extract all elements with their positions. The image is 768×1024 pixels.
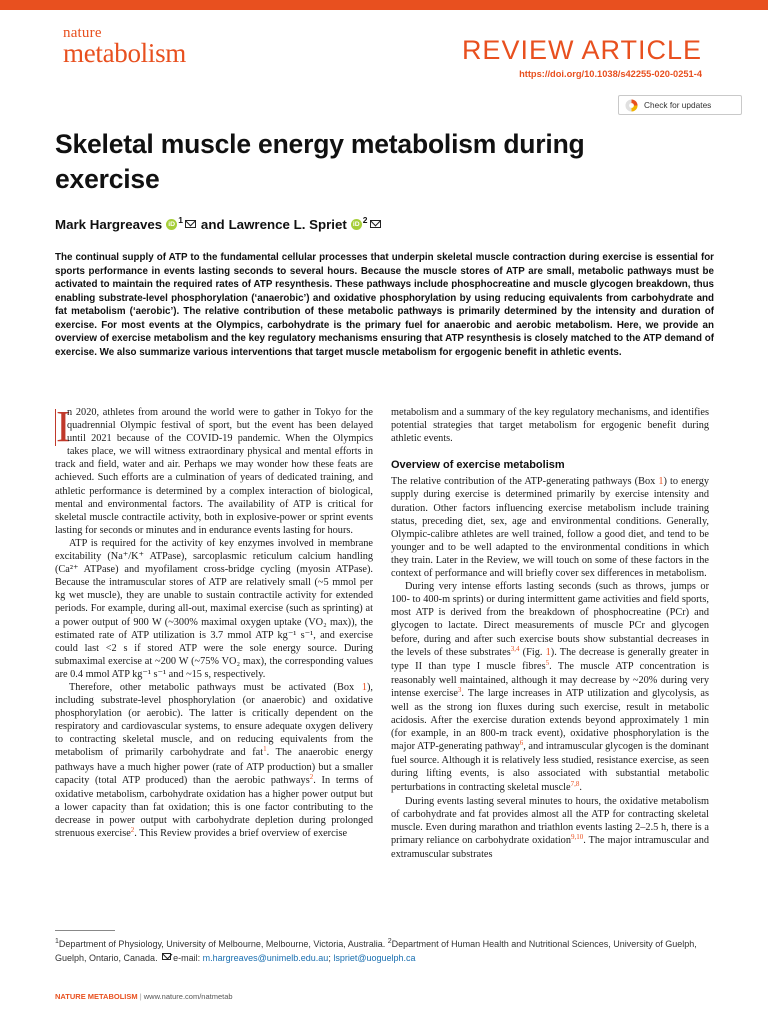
email-icon[interactable]: [185, 220, 196, 228]
journal-logo-line1: nature: [63, 25, 102, 41]
body-paragraph: During very intense efforts lasting seconds (such as throws, jumps or 100- to 400-m sprints) or during intermittent game activities and field sports, most ATP is derived from the breakdown of phosphocreatine (PCr) and glycogen to lactate. Direct measurements of muscle PCr and glycogen before, during and after such exercise bouts show substantial decreases in the levels of these substrates$^{3,4}$ (Fig. 1). The decrease is generally greater in type II than type I muscle fibres$^5$. The muscle ATP concentration is reasonably well maintained, although it may decrease by ~20% during very intense exercise$^3$. The large increases in ATP utilization and glycolysis, as well as the strong ion fluxes during such exercise, result in metabolic acidosis. After the exercise duration extends beyond approximately 1 min (for example, in an 800-m track event), oxidative phosphorylation is the major ATP-generating pathway$^6$, and intramuscular glycogen is the dominant fuel source. Although it is relatively less studied, resistance exercise, as seen during lifting events, is also associated with substantial metabolic perturbations in contracting skeletal muscle$^{7,8}$.: [391, 581, 710, 793]
email-icon: [162, 953, 171, 960]
email-link[interactable]: lspriet@uoguelph.ca: [333, 953, 416, 963]
email-icon[interactable]: [370, 220, 381, 228]
author-list: [55, 214, 381, 232]
email-link[interactable]: m.hargreaves@unimelb.edu.au: [202, 953, 329, 963]
article-type: REVIEW ARTICLE: [461, 35, 702, 65]
citation-link[interactable]: 2: [309, 772, 314, 781]
body-paragraph: ATP is required for the activity of key enzymes involved in membrane excitability (Na⁺/K⁺ ATPase), sarcoplasmic reticulum calcium handling (Ca²⁺ ATPase) and myofilament cross-bridge cycling (myosin ATPase). Because the intramuscular stores of ATP are relatively small (~5 mmol per kg wet muscle), they are unable to sustain contractile activity for extended periods. For example, during all-out, maximal exercise (such as sprinting) at a power output of 900 W (~300% maximal oxygen uptake (VO₂ max)), the estimated rate of ATP utilization is 3.7 mmol ATP kg⁻¹ s⁻¹, and exercise could last <2 s if stored ATP were the sole energy source. During submaximal exercise at ~200 W (~75% VO₂ max), the corresponding values are 0.4 mmol ATP kg⁻¹ s⁻¹ and ~15 s, respectively.: [55, 537, 373, 680]
box-link[interactable]: 1: [658, 476, 664, 488]
check-for-updates-button[interactable]: [618, 95, 742, 115]
abstract: The continual supply of ATP to the fundamental cellular processes that underpin skeletal muscle contraction during exercise is essential for sports performance in events lasting seconds to several hours. Because the muscle stores of ATP are small, metabolic pathways must be activated to maintain the required rates of ATP resynthesis. These pathways include phosphocreatine and muscle glycogen breakdown, thus enabling substrate-level phosphorylation (‘anaerobic’) and oxidative phosphorylation by using reducing equivalents from carbohydrate and fat metabolism (‘aerobic’). The relative contribution of these metabolic pathways is primarily determined by the intensity and duration of exercise. For most events at the Olympics, carbohydrate is the primary fuel for anaerobic and aerobic metabolism. Here, we provide an overview of exercise metabolism and the key regulatory mechanisms ensuring that ATP resynthesis is closely matched to the ATP demand of exercise. We also summarize various interventions that target muscle metabolism for ergogenic benefit in athletic events.: [55, 252, 714, 358]
section-heading: Overview of exercise metabolism: [391, 459, 565, 472]
orcid-icon[interactable]: iD: [166, 219, 177, 230]
body-paragraph: The relative contribution of the ATP-generating pathways (Box 1) to energy supply during exercise is determined primarily by exercise intensity and duration. Other factors influencing exercise metabolism include training status, preceding diet, sex, age and environmental conditions. Generally, Olympic-calibre athletes are well trained, follow a good diet, and tend to be younger and to be well adapted to the environmental conditions in which they train. Later in the Review, we will touch on some of these factors in the context of performance and will briefly cover sex differences in metabolism.: [391, 476, 709, 580]
intro-paragraph: I n 2020, athletes from around the world were to gather in Tokyo for the quadrennial Olympic festival of sport, but the event has been delayed until 2021 because of the COVID-19 pandemic. When the Olympics takes place, we will witness extraordinary physical and mental efforts in track and field, water and air. Perhaps we may wonder how these feats are achieved. Such efforts are a culmination of years of dedicated training, and athletic performance is determined by a complex interaction of biological, mental and environmental factors. The availability of ATP is critical for skeletal muscle contractile activity, both in explosive-power or sprint events lasting for seconds or minutes and in endurance events lasting for hours.: [55, 402, 373, 536]
author-name[interactable]: Lawrence L. Spriet: [228, 217, 347, 232]
body-paragraph: Therefore, other metabolic pathways must be activated (Box 1), including substrate-level phosphorylation (or anaerobic) and oxidative phosphorylation (or aerobic). The latter is critically dependent on the respiratory and cardiovascular systems, to ensure adequate oxygen delivery to contracting skeletal muscle, and on reducing equivalents from the metabolism of primarily carbohydrate and fat$^1$. The anaerobic energy pathways have a much higher power (rate of ATP production) but a smaller capacity (total ATP produced) than the aerobic pathways$^2$. In terms of oxidative metabolism, carbohydrate oxidation has a higher power output but a lower capacity than fat oxidation; this is one factor contributing to the decrease in power output with carbohydrate depletion during prolonged strenuous exercise$^2$. This Review provides a brief overview of exercise: [55, 681, 374, 839]
footer-journal-name: NATURE METABOLISM: [55, 992, 138, 1001]
top-color-bar: [0, 0, 768, 10]
box-link[interactable]: 1: [361, 681, 367, 693]
body-paragraph: During events lasting several minutes to hours, the oxidative metabolism of carbohydrate and fat provides almost all the ATP for contracting skeletal muscle. Even during marathon and triathlon events lasting 2–2.5 h, there is a primary reliance on carbohydrate oxidation$^{9,10}$. The major intramuscular and extramuscular substrates: [391, 795, 709, 860]
affiliation-superscript: 1: [178, 214, 183, 225]
page-footer: [55, 992, 233, 1001]
check-updates-icon: [625, 99, 638, 112]
affiliation-superscript: 2: [362, 214, 368, 225]
citation-link[interactable]: 5: [545, 658, 550, 667]
citation-link[interactable]: 2: [130, 826, 135, 834]
citation-link[interactable]: 3: [457, 685, 462, 694]
footer-url[interactable]: www.nature.com/natmetab: [143, 992, 233, 1001]
citation-link[interactable]: 9,10: [570, 832, 584, 841]
check-updates-label: Check for updates: [644, 100, 712, 110]
journal-logo-line2: metabolism: [63, 38, 186, 68]
citation-link[interactable]: 3,4: [510, 644, 520, 653]
orcid-icon[interactable]: iD: [351, 219, 362, 230]
doi-link[interactable]: https://doi.org/10.1038/s42255-020-0251-4: [519, 69, 702, 79]
footer-separator: |: [137, 992, 144, 1001]
citation-link[interactable]: 6: [519, 739, 524, 748]
figure-link[interactable]: 1: [545, 646, 551, 658]
citation-link[interactable]: 7,8: [570, 779, 580, 788]
body-paragraph: metabolism and a summary of the key regulatory mechanisms, and identifies potential strategies that target metabolism for ergogenic benefit during athletic events.: [391, 407, 709, 445]
author-connector: and: [200, 217, 225, 232]
citation-link[interactable]: 1: [263, 745, 267, 754]
footnote-divider: [55, 930, 115, 931]
body-column-right: [391, 406, 709, 861]
affiliation-superscript: 1: [55, 938, 59, 945]
drop-cap: I: [56, 402, 71, 451]
affiliation-superscript: 2: [387, 938, 392, 945]
journal-logo[interactable]: [63, 26, 186, 67]
author-name[interactable]: Mark Hargreaves: [55, 217, 163, 232]
affiliations-footnote: $^1$Department of Physiology, University of Melbourne, Melbourne, Victoria, Australia. $^2$Department of Human Health and Nutritional Sciences, University of Guelph, Guelph, Ontario, Canada. e-mail: m.hargreaves@unimelb.edu.au; lspriet@uoguelph.ca: [55, 938, 697, 963]
body-column-left: [55, 402, 374, 841]
article-title: Skeletal muscle energy metabolism during exercise: [55, 129, 585, 194]
